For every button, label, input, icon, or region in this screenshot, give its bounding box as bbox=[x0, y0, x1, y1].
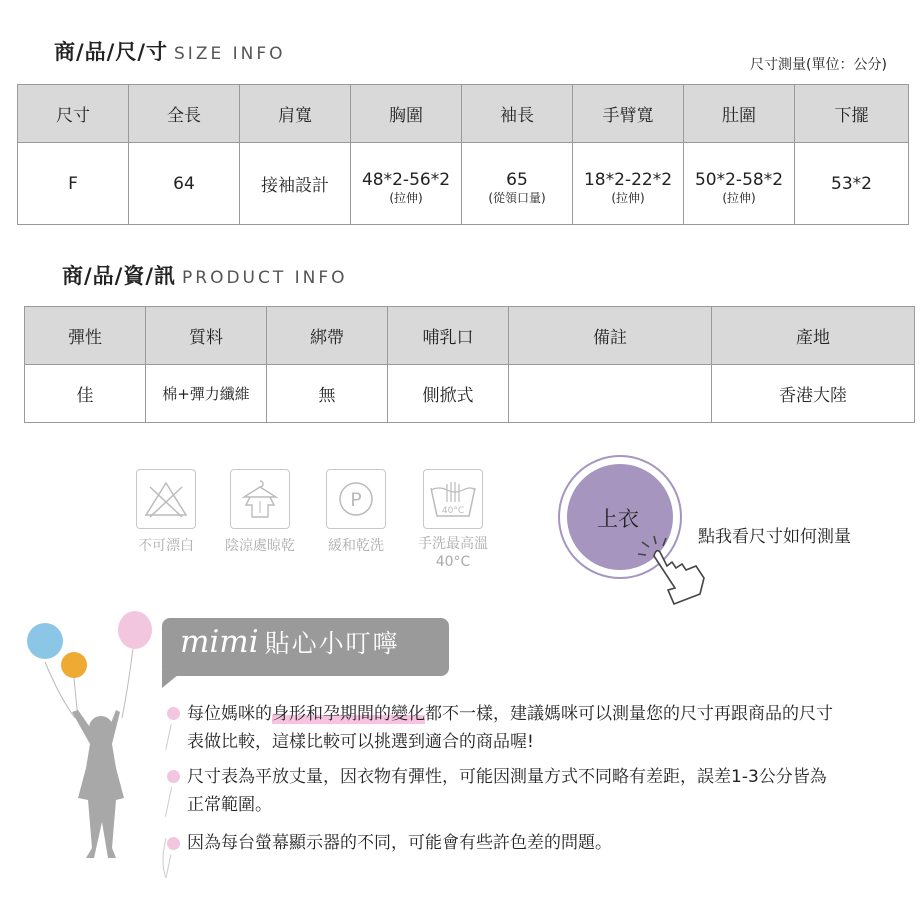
tip-bullet bbox=[167, 770, 180, 783]
elasticity-value: 佳 bbox=[25, 365, 146, 423]
care-no-bleach bbox=[126, 469, 206, 555]
tips-banner-tail bbox=[162, 670, 184, 688]
care-label: 手洗最高溫 bbox=[418, 536, 488, 552]
size-section-title bbox=[54, 36, 286, 66]
care-label: 不可漂白 bbox=[138, 538, 194, 554]
arm-cell bbox=[573, 143, 684, 225]
sleeve-note: (從領口量) bbox=[488, 191, 546, 205]
remark-value bbox=[509, 365, 712, 423]
strap-value: 無 bbox=[267, 365, 388, 423]
care-mild-dry-clean bbox=[316, 469, 396, 555]
product-header-cell: 產地 bbox=[712, 307, 915, 365]
product-header-cell: 哺乳口 bbox=[388, 307, 509, 365]
hem-value: 53*2 bbox=[795, 143, 909, 225]
tips-heading: 貼心小叮嚀 bbox=[264, 629, 400, 658]
care-label-temp: 40°C bbox=[435, 554, 471, 570]
care-shade-dry bbox=[214, 469, 306, 555]
tip-highlight: 身形和孕期間的變化 bbox=[272, 704, 425, 724]
chest-note: (拉伸) bbox=[389, 191, 423, 205]
material-value: 棉+彈力纖維 bbox=[146, 365, 267, 423]
size-header-cell: 全長 bbox=[129, 85, 240, 143]
product-title-zh: 商/品/資/訊 bbox=[62, 264, 177, 288]
tip-bullet bbox=[167, 837, 180, 850]
tip-text: 都不一樣，建議媽咪可以測量您的尺寸再跟商品的尺寸 bbox=[425, 704, 833, 724]
tip-text: 每位媽咪的 bbox=[187, 704, 272, 724]
product-title-en: PRODUCT INFO bbox=[182, 268, 348, 288]
care-hand-wash bbox=[404, 469, 502, 571]
belly-note: (拉伸) bbox=[722, 191, 756, 205]
size-title-en: SIZE INFO bbox=[174, 44, 286, 64]
blue-balloon bbox=[27, 623, 63, 659]
care-label: 陰涼處晾乾 bbox=[225, 538, 295, 554]
girl-balloons-illustration bbox=[20, 608, 170, 892]
tip-item bbox=[187, 700, 907, 756]
length-value: 64 bbox=[129, 143, 240, 225]
size-table bbox=[17, 84, 909, 225]
nursing-value: 側掀式 bbox=[388, 365, 509, 423]
arm-value: 18*2-22*2 bbox=[583, 170, 673, 190]
tip-text: 因為每台螢幕顯示器的不同，可能會有些許色差的問題。 bbox=[187, 833, 612, 853]
product-header-cell: 質料 bbox=[146, 307, 267, 365]
size-header-row bbox=[18, 85, 909, 143]
product-header-cell: 綁帶 bbox=[267, 307, 388, 365]
svg-text:P: P bbox=[350, 489, 362, 511]
belly-value: 50*2-58*2 bbox=[694, 170, 784, 190]
care-label: 緩和乾洗 bbox=[328, 538, 384, 554]
chest-value: 48*2-56*2 bbox=[361, 170, 451, 190]
product-header-cell: 彈性 bbox=[25, 307, 146, 365]
tip-item bbox=[187, 829, 907, 857]
size-value: F bbox=[18, 143, 129, 225]
tip-item bbox=[187, 763, 907, 819]
sleeve-value: 65 bbox=[506, 170, 528, 190]
tip-text: 尺寸表為平放丈量，因衣物有彈性，可能因測量方式不同略有差距，誤差1-3公分皆為 bbox=[187, 767, 827, 787]
product-table bbox=[24, 306, 915, 423]
size-header-cell: 袖長 bbox=[462, 85, 573, 143]
arm-note: (拉伸) bbox=[611, 191, 645, 205]
size-header-cell: 胸圍 bbox=[351, 85, 462, 143]
hand-wash-temp: 40°C bbox=[441, 506, 465, 516]
mild-dry-clean-icon bbox=[326, 469, 386, 529]
size-header-cell: 下擺 bbox=[795, 85, 909, 143]
hand-wash-icon bbox=[423, 469, 483, 529]
tip-text-line2: 表做比較，這樣比較可以挑選到適合的商品喔! bbox=[187, 732, 534, 752]
no-bleach-icon bbox=[136, 469, 196, 529]
tip-text-line2: 正常範圍。 bbox=[187, 795, 272, 815]
unit-note: 尺寸測量(單位：公分) bbox=[750, 57, 887, 73]
belly-cell bbox=[684, 143, 795, 225]
origin-value: 香港大陸 bbox=[712, 365, 915, 423]
size-header-cell: 手臂寬 bbox=[573, 85, 684, 143]
size-header-cell: 肩寬 bbox=[240, 85, 351, 143]
size-data-row bbox=[18, 143, 909, 225]
pink-balloon bbox=[118, 611, 152, 649]
shade-dry-icon bbox=[230, 469, 290, 529]
chest-cell bbox=[351, 143, 462, 225]
shoulder-value: 接袖設計 bbox=[240, 143, 351, 225]
size-title-zh: 商/品/尺/寸 bbox=[54, 40, 169, 64]
sleeve-cell bbox=[462, 143, 573, 225]
tips-title bbox=[180, 624, 400, 660]
product-header-cell: 備註 bbox=[509, 307, 712, 365]
size-header-cell: 肚圍 bbox=[684, 85, 795, 143]
product-header-row bbox=[25, 307, 915, 365]
girl-silhouette bbox=[72, 710, 124, 858]
measure-link[interactable]: 點我看尺寸如何測量 bbox=[698, 527, 851, 547]
tip-bullet bbox=[167, 707, 180, 720]
tips-brand: mimi bbox=[180, 624, 259, 660]
orange-balloon bbox=[61, 652, 87, 678]
product-section-title bbox=[62, 260, 348, 290]
measure-circle-label: 上衣 bbox=[597, 507, 639, 531]
size-header-cell: 尺寸 bbox=[18, 85, 129, 143]
product-data-row bbox=[25, 365, 915, 423]
